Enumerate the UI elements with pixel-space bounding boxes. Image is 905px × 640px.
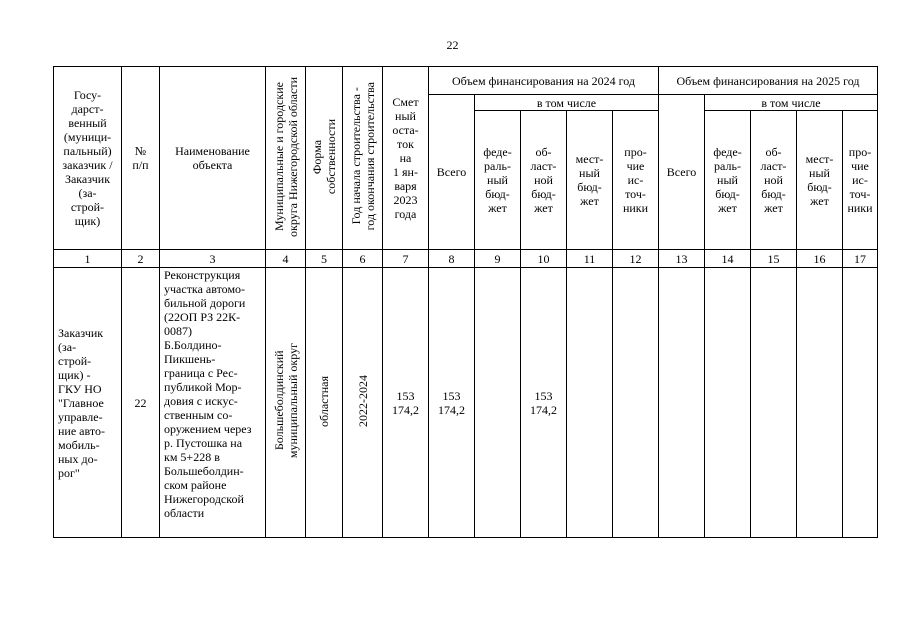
cell-regional-2025 <box>751 268 797 538</box>
header-object-name: Наименование объекта <box>160 67 266 250</box>
column-numbers-row <box>54 250 878 268</box>
header-customer: Госу- дарст- венный (муници- пальный) заказчик / Заказчик (за- строй- щик) <box>54 67 122 250</box>
table-row <box>54 268 878 538</box>
cell-local-2025 <box>797 268 843 538</box>
page-number: 22 <box>446 38 459 52</box>
cell-municipality-text: Большеболдинский муниципальный округ <box>271 343 300 459</box>
header-total-2024: Всего <box>429 95 475 250</box>
header-local-2024: мест- ный бюд- жет <box>567 111 613 250</box>
column-number: 15 <box>751 250 797 268</box>
header-total-2025: Всего <box>659 95 705 250</box>
header-including-2025: в том числе <box>705 95 878 111</box>
cell-object-name: Реконструкция участка автомо- бильной дороги (22ОП РЗ 22К- 0087) Б.Болдино- Пикшень- граница с Рес- публикой Мор- довия с искус- ственным со- оружением через р. Пустошка на км 5+228 в Большеболдин- ском районе Нижегородской области <box>160 268 266 538</box>
cell-years <box>343 268 383 538</box>
column-number: 11 <box>567 250 613 268</box>
header-financing-2024: Объем финансирования на 2024 год <box>429 67 659 95</box>
cell-total-2024: 153 174,2 <box>429 268 475 538</box>
column-number: 7 <box>383 250 429 268</box>
column-number: 4 <box>266 250 306 268</box>
cell-balance: 153 174,2 <box>383 268 429 538</box>
cell-municipality <box>266 268 306 538</box>
cell-total-2025 <box>659 268 705 538</box>
column-number: 12 <box>613 250 659 268</box>
column-number: 14 <box>705 250 751 268</box>
column-number: 16 <box>797 250 843 268</box>
cell-regional-2024: 153 174,2 <box>521 268 567 538</box>
column-number: 6 <box>343 250 383 268</box>
financing-table <box>53 66 878 538</box>
column-number: 17 <box>843 250 878 268</box>
cell-federal-2024 <box>475 268 521 538</box>
column-number: 13 <box>659 250 705 268</box>
header-including-2024: в том числе <box>475 95 659 111</box>
cell-number: 22 <box>122 268 160 538</box>
header-years <box>343 67 383 250</box>
column-number: 5 <box>306 250 343 268</box>
cell-ownership-text: областная <box>317 375 331 427</box>
cell-customer: Заказчик (за- строй- щик) - ГКУ НО "Главное управле- ние авто- мобиль- ных до- рог" <box>54 268 122 538</box>
header-regional-2024: об- ласт- ной бюд- жет <box>521 111 567 250</box>
header-municipality <box>266 67 306 250</box>
header-years-text: Год начала строительства - год окончания строительства <box>348 82 377 231</box>
column-number: 9 <box>475 250 521 268</box>
column-number: 2 <box>122 250 160 268</box>
column-number: 8 <box>429 250 475 268</box>
cell-ownership <box>306 268 343 538</box>
cell-federal-2025 <box>705 268 751 538</box>
header-balance: Смет ный оста- ток на 1 ян- варя 2023 года <box>383 67 429 250</box>
header-financing-2025: Объем финансирования на 2025 год <box>659 67 878 95</box>
column-number: 10 <box>521 250 567 268</box>
header-regional-2025: об- ласт- ной бюд- жет <box>751 111 797 250</box>
header-number: № п/п <box>122 67 160 250</box>
header-local-2025: мест- ный бюд- жет <box>797 111 843 250</box>
header-other-2024: про- чие ис- точ- ники <box>613 111 659 250</box>
column-number: 1 <box>54 250 122 268</box>
header-municipality-text: Муниципальные и городские округа Нижегородской области <box>271 76 300 237</box>
header-ownership <box>306 67 343 250</box>
cell-years-text: 2022-2024 <box>355 375 370 427</box>
header-federal-2024: феде- раль- ный бюд- жет <box>475 111 521 250</box>
header-ownership-text: Форма собственности <box>310 118 338 195</box>
cell-other-2025 <box>843 268 878 538</box>
cell-local-2024 <box>567 268 613 538</box>
column-number: 3 <box>160 250 266 268</box>
cell-other-2024 <box>613 268 659 538</box>
header-federal-2025: феде- раль- ный бюд- жет <box>705 111 751 250</box>
header-other-2025: про- чие ис- точ- ники <box>843 111 878 250</box>
